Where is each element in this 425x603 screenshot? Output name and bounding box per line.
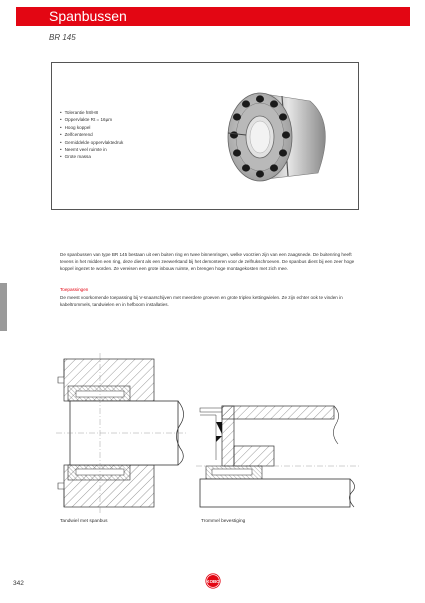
feature-item: • Zelfcenterend [60,131,123,138]
gear-with-bush-drawing [56,353,188,513]
clamping-bush-product-icon [218,75,338,197]
applications-paragraph: De meest voorkomende toepassing bij V-snaarschijven met meerdere groeven en grote triplex kettingwielen. Ze zijn echter ook te vinden in kabeltrommels, tandwielen en in hefboom installaties. [60,295,343,308]
side-tab-marker [0,283,7,331]
page-number: 342 [13,580,24,587]
kobo-logo-icon [205,573,221,589]
feature-item: • Grote massa [60,153,123,160]
logo-text: KOBO [206,578,220,584]
caption-gear: Tandwiel met spanbus [60,519,108,524]
caption-drum: Trommel bevestiging [201,519,246,524]
feature-item: • Gemiddelde oppervlaktedruk [60,139,123,146]
feature-item: • Tolerantie h8/H8 [60,109,123,116]
page-title: Spanbussen [49,8,127,24]
product-code: BR 145 [49,33,76,42]
feature-item: • Hoog koppel [60,124,123,131]
feature-item: • Neemt veel ruimte in [60,146,123,153]
feature-item: • Oppervlakte Rt = 16µm [60,116,123,123]
drum-mounting-drawing [196,400,360,513]
feature-list [60,109,123,161]
intro-paragraph: De spanbussen van type BR 145 bestaan uit een buiten ring en twee binnenringen, welke voorzien zijn van een zaagsnede. De buitenring heeft tevens in het midden een ring, deze dient als een zeewerktand bij het demonteren voor de zelfrukschroeven. De spanbus dient bij een zeer hoge koppel ingezet te worden. Ze vereisen een grote inbouw ruimte, en brengen hoge montagekosten met zich mee. [60,252,355,272]
applications-heading: Toepassingen [60,287,89,292]
